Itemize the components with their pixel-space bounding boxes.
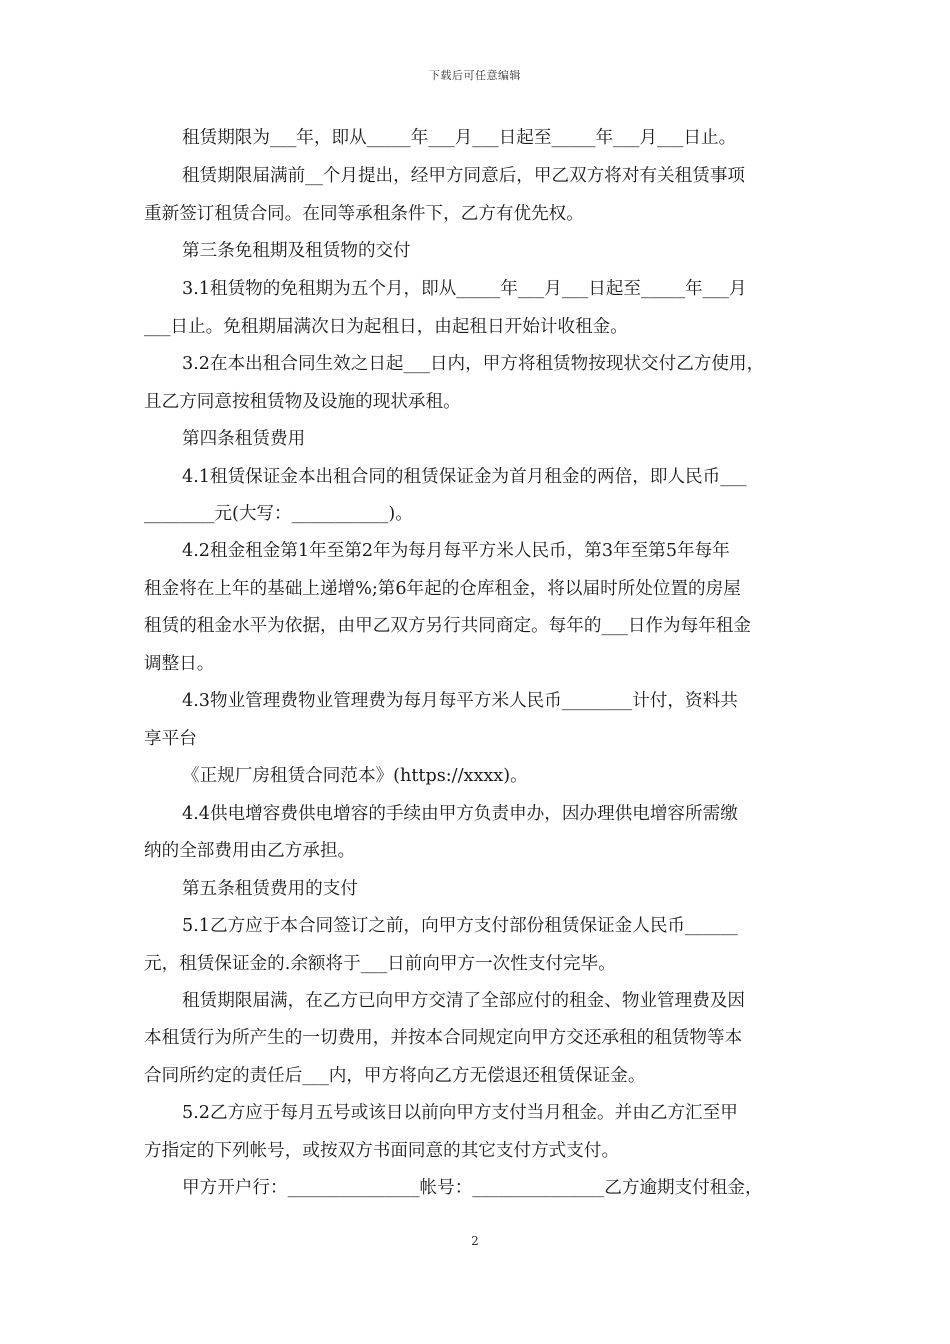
- text-line: 5.2乙方应于每月五号或该日以前向甲方支付当月租金。并由乙方汇至甲: [182, 1103, 738, 1123]
- text-line: 5.1乙方应于本合同签订之前，向甲方支付部份租赁保证金人民币______: [182, 916, 738, 936]
- section-heading: 第四条租赁费用: [182, 429, 306, 449]
- text-line: 甲方开户行：_______________帐号：_______________乙方逾期支付租金，: [182, 1178, 763, 1198]
- text-line: 合同所约定的责任后___内，甲方将向乙方无偿退还租赁保证金。: [144, 1066, 646, 1086]
- text-line: 本租赁行为所产生的一切费用，并按本合同规定向甲方交还承租的租赁物等本: [144, 1028, 743, 1048]
- text-line: 3.2在本出租合同生效之日起___日内，甲方将租赁物按现状交付乙方使用，: [182, 354, 765, 374]
- text-line: 租赁的租金水平为依据，由甲乙双方另行共同商定。每年的___日作为每年租金: [144, 616, 751, 636]
- text-line: 租金将在上年的基础上递增%;第6年起的仓库租金，将以届时所处位置的房屋: [144, 579, 741, 599]
- text-line: 4.1租赁保证金本出租合同的租赁保证金为首月租金的两倍，即人民币___: [182, 467, 747, 487]
- text-line: 元，租赁保证金的.余额将于___日前向甲方一次性支付完毕。: [144, 954, 616, 974]
- text-line: 重新签订租赁合同。在同等承租条件下，乙方有优先权。: [144, 204, 584, 224]
- text-line: 租赁期限届满前__个月提出，经甲方同意后，甲乙双方将对有关租赁事项: [182, 166, 746, 186]
- text-line: 享平台: [144, 729, 197, 749]
- text-line: 4.4供电增容费供电增容的手续由甲方负责申办，因办理供电增容所需缴: [182, 804, 738, 824]
- text-line: 且乙方同意按租赁物及设施的现状承租。: [144, 392, 461, 412]
- text-line: 纳的全部费用由乙方承担。: [144, 841, 356, 861]
- page-number: 2: [471, 1234, 479, 1248]
- text-line: 租赁期限为___年，即从_____年___月___日起至_____年___月___日止。: [182, 128, 737, 148]
- text-line: 4.3物业管理费物业管理费为每月每平方米人民币________计付，资料共: [182, 691, 738, 711]
- section-heading: 第三条免租期及租赁物的交付: [182, 241, 411, 261]
- page-header: 下载后可任意编辑: [429, 69, 521, 82]
- section-heading: 第五条租赁费用的支付: [182, 879, 358, 899]
- text-line: 4.2租金租金第1年至第2年为每月每平方米人民币，第3年至第5年每年: [182, 541, 730, 561]
- text-line: ________元(大写：___________)。: [144, 504, 413, 524]
- text-line: 《正规厂房租赁合同范本》(https://xxxx)。: [182, 766, 528, 786]
- text-line: 3.1租赁物的免租期为五个月，即从_____年___月___日起至_____年___月: [182, 279, 747, 299]
- text-line: 调整日。: [144, 654, 215, 674]
- text-line: 方指定的下列帐号，或按双方书面同意的其它支付方式支付。: [144, 1141, 620, 1161]
- text-line: 租赁期限届满，在乙方已向甲方交清了全部应付的租金、物业管理费及因: [182, 991, 746, 1011]
- text-line: ___日止。免租期届满次日为起租日，由起租日开始计收租金。: [144, 317, 628, 337]
